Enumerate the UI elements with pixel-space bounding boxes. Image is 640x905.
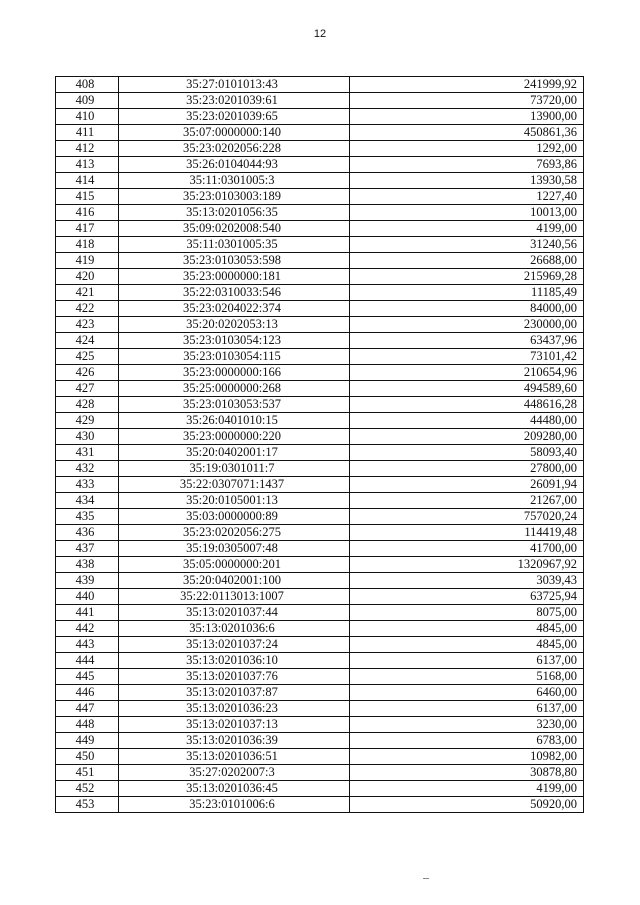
cadastral-number-cell: 35:11:0301005:3 [119, 173, 350, 189]
amount-cell: 50920,00 [350, 797, 584, 813]
table-row [56, 253, 584, 269]
amount-cell: 6137,00 [350, 653, 584, 669]
cadastral-number-cell: 35:23:0103054:115 [119, 349, 350, 365]
table-row [56, 765, 584, 781]
table-row [56, 237, 584, 253]
row-number-cell: 415 [56, 189, 119, 205]
row-number-cell: 442 [56, 621, 119, 637]
table-row [56, 429, 584, 445]
amount-cell: 13900,00 [350, 109, 584, 125]
amount-cell: 450861,36 [350, 125, 584, 141]
table-row [56, 365, 584, 381]
amount-cell: 241999,92 [350, 77, 584, 93]
table-row [56, 605, 584, 621]
table-row [56, 285, 584, 301]
table-row [56, 221, 584, 237]
table-row [56, 493, 584, 509]
row-number-cell: 450 [56, 749, 119, 765]
row-number-cell: 440 [56, 589, 119, 605]
amount-cell: 73101,42 [350, 349, 584, 365]
amount-cell: 44480,00 [350, 413, 584, 429]
row-number-cell: 453 [56, 797, 119, 813]
cadastral-number-cell: 35:11:0301005:35 [119, 237, 350, 253]
row-number-cell: 411 [56, 125, 119, 141]
table-row [56, 109, 584, 125]
cadastral-number-cell: 35:13:0201037:24 [119, 637, 350, 653]
amount-cell: 1227,40 [350, 189, 584, 205]
amount-cell: 26688,00 [350, 253, 584, 269]
amount-cell: 27800,00 [350, 461, 584, 477]
table-row [56, 141, 584, 157]
amount-cell: 63725,94 [350, 589, 584, 605]
row-number-cell: 417 [56, 221, 119, 237]
row-number-cell: 426 [56, 365, 119, 381]
cadastral-number-cell: 35:23:0000000:220 [119, 429, 350, 445]
table-row [56, 173, 584, 189]
table-row [56, 77, 584, 93]
table-body [56, 77, 584, 813]
amount-cell: 1292,00 [350, 141, 584, 157]
table-row [56, 461, 584, 477]
table-row [56, 573, 584, 589]
amount-cell: 4199,00 [350, 221, 584, 237]
row-number-cell: 451 [56, 765, 119, 781]
amount-cell: 230000,00 [350, 317, 584, 333]
row-number-cell: 437 [56, 541, 119, 557]
amount-cell: 5168,00 [350, 669, 584, 685]
cadastral-number-cell: 35:23:0103053:598 [119, 253, 350, 269]
row-number-cell: 438 [56, 557, 119, 573]
row-number-cell: 424 [56, 333, 119, 349]
amount-cell: 6460,00 [350, 685, 584, 701]
cadastral-number-cell: 35:13:0201056:35 [119, 205, 350, 221]
row-number-cell: 410 [56, 109, 119, 125]
amount-cell: 209280,00 [350, 429, 584, 445]
cadastral-number-cell: 35:23:0101006:6 [119, 797, 350, 813]
table-row [56, 781, 584, 797]
row-number-cell: 447 [56, 701, 119, 717]
row-number-cell: 436 [56, 525, 119, 541]
amount-cell: 73720,00 [350, 93, 584, 109]
table-row [56, 333, 584, 349]
amount-cell: 6783,00 [350, 733, 584, 749]
cadastral-number-cell: 35:20:0202053:13 [119, 317, 350, 333]
row-number-cell: 429 [56, 413, 119, 429]
row-number-cell: 430 [56, 429, 119, 445]
cadastral-number-cell: 35:13:0201037:13 [119, 717, 350, 733]
table-row [56, 653, 584, 669]
cadastral-number-cell: 35:13:0201036:6 [119, 621, 350, 637]
row-number-cell: 408 [56, 77, 119, 93]
row-number-cell: 413 [56, 157, 119, 173]
amount-cell: 3230,00 [350, 717, 584, 733]
cadastral-number-cell: 35:27:0202007:3 [119, 765, 350, 781]
row-number-cell: 420 [56, 269, 119, 285]
row-number-cell: 434 [56, 493, 119, 509]
amount-cell: 114419,48 [350, 525, 584, 541]
row-number-cell: 449 [56, 733, 119, 749]
cadastral-number-cell: 35:25:0000000:268 [119, 381, 350, 397]
table-row [56, 637, 584, 653]
table-row [56, 797, 584, 813]
amount-cell: 13930,58 [350, 173, 584, 189]
table-row [56, 669, 584, 685]
cadastral-number-cell: 35:13:0201036:51 [119, 749, 350, 765]
table-row [56, 413, 584, 429]
amount-cell: 757020,24 [350, 509, 584, 525]
amount-cell: 210654,96 [350, 365, 584, 381]
cadastral-number-cell: 35:22:0310033:546 [119, 285, 350, 301]
amount-cell: 6137,00 [350, 701, 584, 717]
table-row [56, 749, 584, 765]
row-number-cell: 441 [56, 605, 119, 621]
table-row [56, 205, 584, 221]
cadastral-number-cell: 35:23:0103003:189 [119, 189, 350, 205]
cadastral-number-cell: 35:23:0103053:537 [119, 397, 350, 413]
amount-cell: 8075,00 [350, 605, 584, 621]
table-row [56, 509, 584, 525]
amount-cell: 10982,00 [350, 749, 584, 765]
cadastral-number-cell: 35:13:0201036:39 [119, 733, 350, 749]
amount-cell: 31240,56 [350, 237, 584, 253]
cadastral-number-cell: 35:13:0201037:76 [119, 669, 350, 685]
table-row [56, 733, 584, 749]
row-number-cell: 423 [56, 317, 119, 333]
amount-cell: 26091,94 [350, 477, 584, 493]
page-number: 12 [313, 28, 327, 40]
table-row [56, 557, 584, 573]
row-number-cell: 416 [56, 205, 119, 221]
table-row [56, 589, 584, 605]
table-row [56, 157, 584, 173]
cadastral-number-cell: 35:20:0402001:100 [119, 573, 350, 589]
amount-cell: 21267,00 [350, 493, 584, 509]
table-row [56, 397, 584, 413]
cadastral-value-table [55, 76, 584, 813]
cadastral-number-cell: 35:23:0201039:65 [119, 109, 350, 125]
row-number-cell: 435 [56, 509, 119, 525]
cadastral-number-cell: 35:13:0201036:45 [119, 781, 350, 797]
row-number-cell: 421 [56, 285, 119, 301]
table-row [56, 445, 584, 461]
cadastral-number-cell: 35:20:0105001:13 [119, 493, 350, 509]
cadastral-number-cell: 35:23:0000000:181 [119, 269, 350, 285]
table-row [56, 701, 584, 717]
table-row [56, 349, 584, 365]
table-row [56, 189, 584, 205]
row-number-cell: 433 [56, 477, 119, 493]
row-number-cell: 414 [56, 173, 119, 189]
amount-cell: 63437,96 [350, 333, 584, 349]
cadastral-number-cell: 35:27:0101013:43 [119, 77, 350, 93]
row-number-cell: 431 [56, 445, 119, 461]
row-number-cell: 443 [56, 637, 119, 653]
amount-cell: 41700,00 [350, 541, 584, 557]
table-row [56, 381, 584, 397]
amount-cell: 84000,00 [350, 301, 584, 317]
cadastral-number-cell: 35:03:0000000:89 [119, 509, 350, 525]
footer-mark [423, 878, 429, 879]
row-number-cell: 409 [56, 93, 119, 109]
row-number-cell: 444 [56, 653, 119, 669]
cadastral-number-cell: 35:23:0202056:275 [119, 525, 350, 541]
row-number-cell: 412 [56, 141, 119, 157]
table-row [56, 269, 584, 285]
cadastral-number-cell: 35:22:0113013:1007 [119, 589, 350, 605]
row-number-cell: 428 [56, 397, 119, 413]
amount-cell: 1320967,92 [350, 557, 584, 573]
cadastral-number-cell: 35:23:0202056:228 [119, 141, 350, 157]
table-row [56, 301, 584, 317]
cadastral-number-cell: 35:23:0204022:374 [119, 301, 350, 317]
amount-cell: 7693,86 [350, 157, 584, 173]
row-number-cell: 427 [56, 381, 119, 397]
row-number-cell: 425 [56, 349, 119, 365]
amount-cell: 4845,00 [350, 621, 584, 637]
amount-cell: 10013,00 [350, 205, 584, 221]
table-row [56, 317, 584, 333]
amount-cell: 58093,40 [350, 445, 584, 461]
row-number-cell: 418 [56, 237, 119, 253]
amount-cell: 215969,28 [350, 269, 584, 285]
cadastral-number-cell: 35:13:0201037:44 [119, 605, 350, 621]
amount-cell: 4845,00 [350, 637, 584, 653]
cadastral-number-cell: 35:07:0000000:140 [119, 125, 350, 141]
cadastral-number-cell: 35:26:0104044:93 [119, 157, 350, 173]
cadastral-number-cell: 35:20:0402001:17 [119, 445, 350, 461]
cadastral-number-cell: 35:23:0201039:61 [119, 93, 350, 109]
row-number-cell: 419 [56, 253, 119, 269]
table-row [56, 477, 584, 493]
cadastral-number-cell: 35:09:0202008:540 [119, 221, 350, 237]
row-number-cell: 432 [56, 461, 119, 477]
cadastral-number-cell: 35:13:0201036:23 [119, 701, 350, 717]
amount-cell: 494589,60 [350, 381, 584, 397]
row-number-cell: 439 [56, 573, 119, 589]
cadastral-number-cell: 35:22:0307071:1437 [119, 477, 350, 493]
row-number-cell: 448 [56, 717, 119, 733]
table-row [56, 717, 584, 733]
table-row [56, 125, 584, 141]
amount-cell: 4199,00 [350, 781, 584, 797]
table-row [56, 621, 584, 637]
table-row [56, 685, 584, 701]
cadastral-number-cell: 35:23:0103054:123 [119, 333, 350, 349]
cadastral-number-cell: 35:26:0401010:15 [119, 413, 350, 429]
table-row [56, 93, 584, 109]
amount-cell: 30878,80 [350, 765, 584, 781]
cadastral-number-cell: 35:13:0201037:87 [119, 685, 350, 701]
cadastral-number-cell: 35:13:0201036:10 [119, 653, 350, 669]
row-number-cell: 422 [56, 301, 119, 317]
row-number-cell: 452 [56, 781, 119, 797]
row-number-cell: 445 [56, 669, 119, 685]
cadastral-number-cell: 35:23:0000000:166 [119, 365, 350, 381]
cadastral-number-cell: 35:19:0301011:7 [119, 461, 350, 477]
amount-cell: 11185,49 [350, 285, 584, 301]
table-row [56, 541, 584, 557]
table-row [56, 525, 584, 541]
cadastral-number-cell: 35:19:0305007:48 [119, 541, 350, 557]
amount-cell: 448616,28 [350, 397, 584, 413]
cadastral-number-cell: 35:05:0000000:201 [119, 557, 350, 573]
row-number-cell: 446 [56, 685, 119, 701]
amount-cell: 3039,43 [350, 573, 584, 589]
